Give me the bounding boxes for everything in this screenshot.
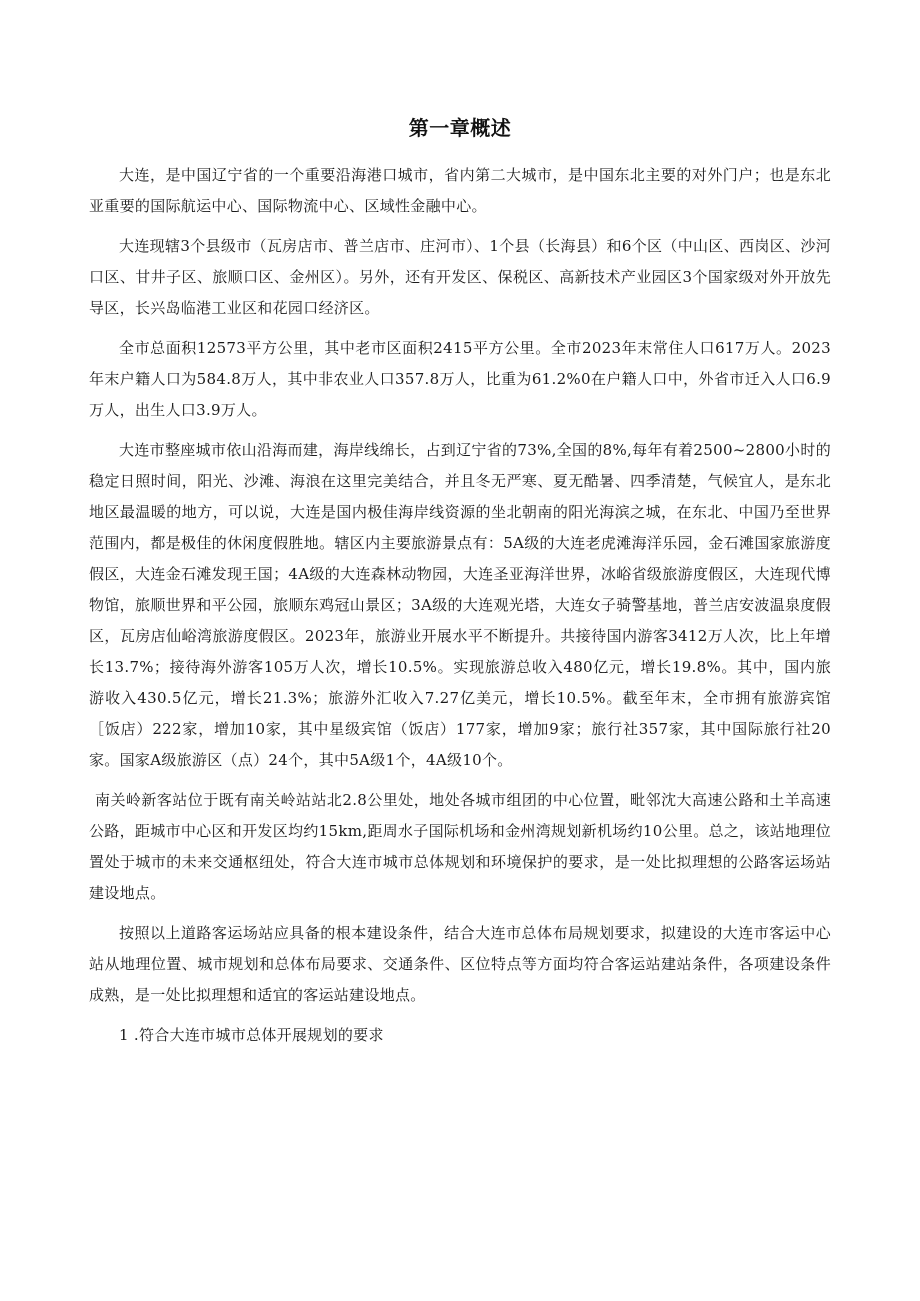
paragraph-construction-conditions: 按照以上道路客运场站应具备的根本建设条件，结合大连市总体布局规划要求，拟建设的大连市客运中心站从地理位置、城市规划和总体布局要求、交通条件、区位特点等方面均符合客运站建站条件，各项建设条件成熟，是一处比拟理想和适宜的客运站建设地点。: [89, 924, 831, 1004]
paragraph-districts: 大连现辖3个县级市（瓦房店市、普兰店市、庄河市）、1个县（长海县）和6个区（中山区、西岗区、沙河口区、甘井子区、旅顺口区、金州区）。另外，还有开发区、保税区、高新技术产业园区3个国家级对外开放先导区，长兴岛临港工业区和花园口经济区。: [89, 237, 831, 317]
paragraph-station-location: 南关岭新客站位于既有南关岭站站北2.8公里处，地处各城市组团的中心位置，毗邻沈大高速公路和土羊高速公路，距城市中心区和开发区均约15km,距周水子国际机场和金州湾规划新机场约10公里。总之，该站地理位置处于城市的未来交通枢纽处，符合大连市城市总体规划和环境保护的要求，是一处比拟理想的公路客运场站建设地点。: [89, 791, 831, 902]
document-body: [89, 160, 831, 1051]
paragraph-population: 全市总面积12573平方公里，其中老市区面积2415平方公里。全市2023年末常住人口617万人。2023年末户籍人口为584.8万人，其中非农业人口357.8万人，比重为61.2%0在户籍人口中，外省市迁入人口6.9万人，出生人口3.9万人。: [89, 339, 831, 419]
paragraph-intro: 大连，是中国辽宁省的一个重要沿海港口城市，省内第二大城市，是中国东北主要的对外门户；也是东北亚重要的国际航运中心、国际物流中心、区域性金融中心。: [89, 166, 831, 215]
chapter-title: 第一章概述: [408, 116, 512, 140]
paragraph-tourism: 大连市整座城市依山沿海而建，海岸线绵长，占到辽宁省的73%,全国的8%,每年有着2500~2800小时的稳定日照时间，阳光、沙滩、海浪在这里完美结合，并且冬无严寒、夏无酷暑、四季清楚，气候宜人，是东北地区最温暖的地方，可以说，大连是国内极佳海岸线资源的坐北朝南的阳光海滨之城，在东北、中国乃至世界范围内，都是极佳的休闲度假胜地。辖区内主要旅游景点有：5A级的大连老虎滩海洋乐园，金石滩国家旅游度假区，大连金石滩发现王国；4A级的大连森林动物园，大连圣亚海洋世界，冰峪省级旅游度假区，大连现代博物馆，旅顺世界和平公园，旅顺东鸡冠山景区；3A级的大连观光塔，大连女子骑警基地，普兰店安波温泉度假区，瓦房店仙峪湾旅游度假区。2023年，旅游业开展水平不断提升。共接待国内游客3412万人次，比上年增长13.7%；接待海外游客105万人次，增长10.5%。实现旅游总收入480亿元，增长19.8%。其中，国内旅游收入430.5亿元，增长21.3%；旅游外汇收入7.27亿美元，增长10.5%。截至年末，全市拥有旅游宾馆［饭店）222家，增加10家，其中星级宾馆（饭店）177家，增加9家；旅行社357家，其中国际旅行社20家。国家A级旅游区（点）24个，其中5A级1个，4A级10个。: [89, 441, 831, 769]
list-item-1: 1 .符合大连市城市总体开展规划的要求: [119, 1026, 384, 1044]
